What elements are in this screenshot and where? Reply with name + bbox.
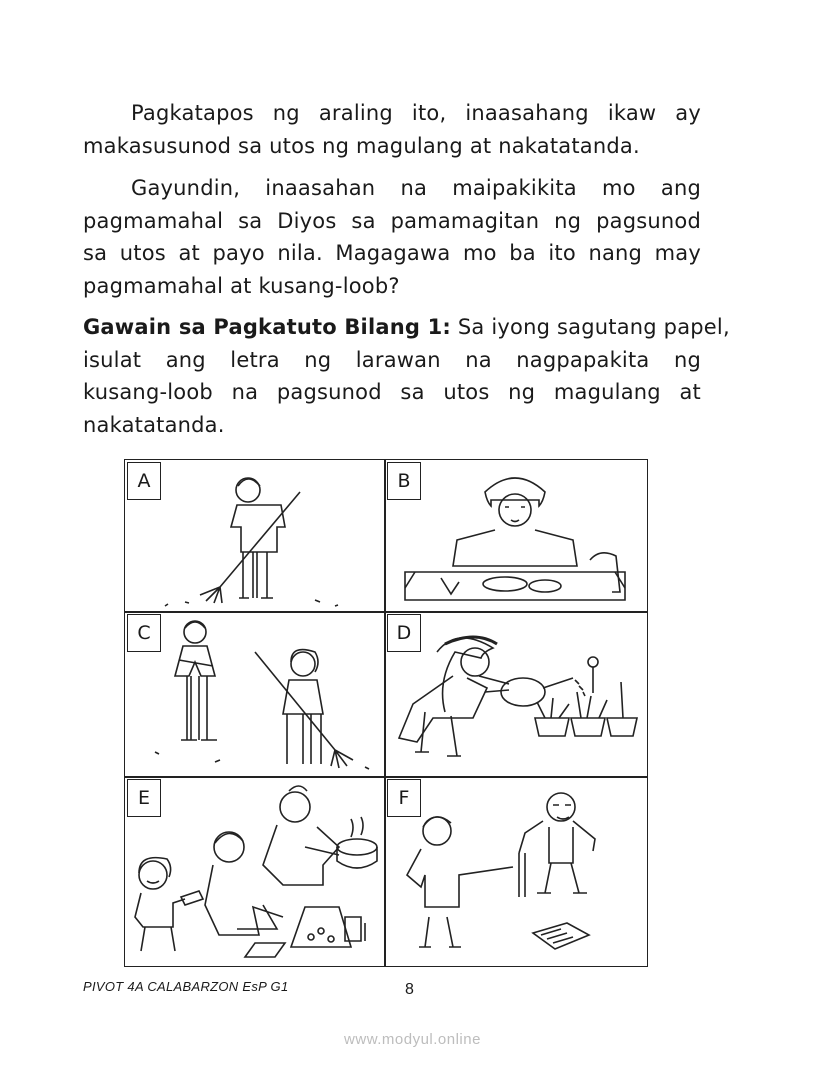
boy-and-elder-illustration: [385, 777, 649, 967]
text-line: sa utos at payo nila. Magagawa mo ba ito nang may: [83, 241, 701, 265]
children-sweeping-illustration: [125, 612, 384, 776]
text-line: pagmamahal sa Diyos sa pamamagitan ng pagsunod: [83, 208, 701, 233]
text-line: [83, 311, 730, 344]
picture-letter: B: [387, 462, 421, 500]
activity-paragraph: [83, 311, 730, 441]
watermark: www.modyul.online: [344, 1031, 481, 1048]
family-cooking-illustration: [125, 777, 384, 967]
text-line: makasusunod sa utos ng magulang at nakatatanda.: [83, 133, 640, 158]
picture-letter: A: [127, 462, 161, 500]
intro-paragraph: [83, 97, 701, 162]
picture-cell-d: [385, 612, 649, 776]
text-line: isulat ang letra ng larawan na nagpapakita ng: [83, 347, 701, 372]
text-line: nakatatanda.: [83, 412, 225, 437]
boy-sweeping-illustration: [125, 460, 384, 611]
text-line: Pagkatapos ng araling ito, inaasahang ikaw ay: [131, 101, 701, 125]
picture-letter: E: [127, 779, 161, 817]
picture-cell-c: [125, 612, 384, 776]
picture-cell-e: [125, 777, 384, 967]
goal-paragraph: [83, 172, 701, 302]
page-number: 8: [405, 981, 414, 998]
footer-label: PIVOT 4A CALABARZON EsP G1: [83, 979, 289, 994]
picture-grid: [124, 459, 648, 967]
picture-cell-f: [385, 777, 649, 967]
picture-cell-a: [125, 460, 384, 611]
text-line: Gayundin, inaasahan na maipakikita mo ang: [131, 176, 701, 200]
text-line: pagmamahal at kusang-loob?: [83, 273, 400, 298]
activity-heading: Gawain sa Pagkatuto Bilang 1:: [83, 315, 452, 339]
girl-watering-plants-illustration: [385, 612, 649, 776]
picture-letter: D: [387, 614, 421, 652]
text-line: kusang-loob na pagsunod sa utos ng magulang at: [83, 380, 701, 404]
picture-letter: F: [387, 779, 421, 817]
activity-instruction-start: Sa iyong sagutang papel,: [451, 315, 730, 339]
boy-washing-dishes-illustration: [385, 460, 649, 611]
picture-letter: C: [127, 614, 161, 652]
picture-cell-b: [385, 460, 649, 611]
